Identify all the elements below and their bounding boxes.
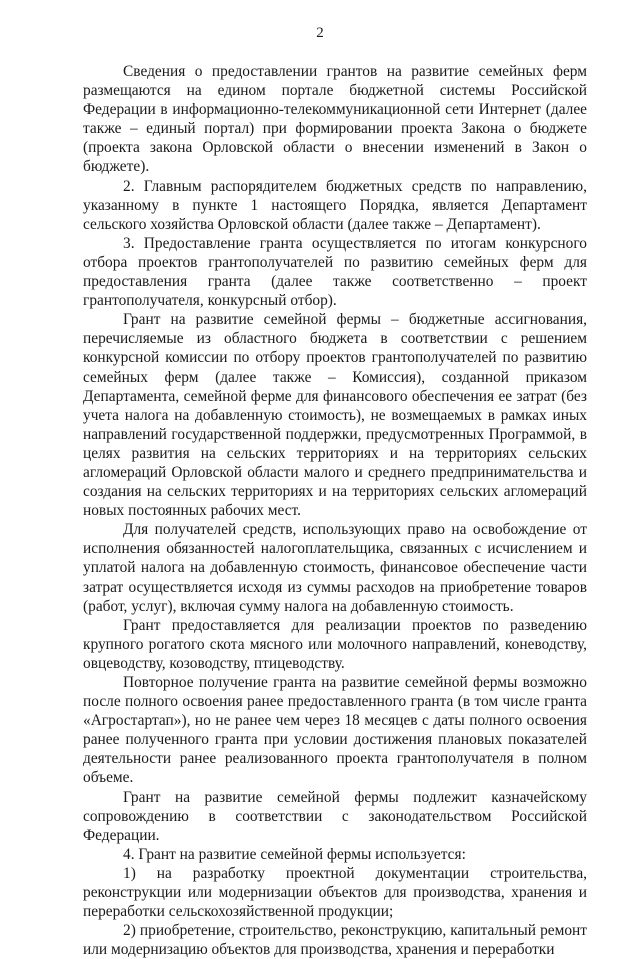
paragraph: Сведения о предоставлении грантов на развитие семейных ферм размещаются на едином портале бюджетной системы Российской Федерации в информационно-телекоммуникационной сети Интернет (далее также – единый портал) при формировании проекта Закона о бюджете (проекта закона Орловской области о внесении изменений в Закон о бюджете). [83, 63, 587, 176]
paragraph: 3. Предоставление гранта осуществляется по итогам конкурсного отбора проектов грантополучателей по развитию семейных ферм для предоставления гранта (далее также соответственно – проект грантополучателя, конкурсный отбор). [83, 234, 587, 310]
paragraph: Грант предоставляется для реализации проектов по разведению крупного рогатого скота мясного или молочного направлений, коневодству, овцеводству, козоводству, птицеводству. [83, 616, 587, 672]
paragraph: Для получателей средств, использующих право на освобождение от исполнения обязанностей налогоплательщика, связанных с исчислением и уплатой налога на добавленную стоимость, финансовое обеспечение части затрат осуществляется исходя из суммы расходов на приобретение товаров (работ, услуг), включая сумму налога на добавленную стоимость. [83, 521, 587, 615]
paragraph: Грант на развитие семейной фермы подлежит казначейскому сопровождению в соответствии с законодательством Российской Федерации. [83, 788, 587, 844]
paragraph: 2. Главным распорядителем бюджетных средств по направлению, указанному в пункте 1 настоящего Порядка, является Департамент сельского хозяйства Орловской области (далее также – Департамент). [83, 177, 587, 233]
paragraph: Повторное получение гранта на развитие семейной фермы возможно после полного освоения ранее предоставленного гранта (в том числе гранта «Агростартап»), но не ранее чем через 18 месяцев с даты полного освоения ранее полученного гранта при условии достижения плановых показателей деятельности ранее реализованного проекта грантополучателя в полном объеме. [83, 674, 587, 787]
document-body [83, 62, 587, 959]
paragraph: 1) на разработку проектной документации строительства, реконструкции или модернизации объектов для производства, хранения и переработки сельскохозяйственной продукции; [83, 864, 587, 921]
page-number: 2 [316, 25, 324, 41]
paragraph: Грант на развитие семейной фермы – бюджетные ассигнования, перечисляемые из областного бюджета в соответствии с решением конкурсной комиссии по отбору проектов грантополучателей по развитию семейных ферм (далее также – Комиссия), созданной приказом Департамента, семейной ферме для финансового обеспечения ее затрат (без учета налога на добавленную стоимость), не возмещаемых в рамках иных направлений государственной поддержки, предусмотренных Программой, в целях развития на сельских территориях и на территориях сельских агломераций Орловской области малого и среднего предпринимательства и создания на сельских территориях и на территориях сельских агломераций новых постоянных рабочих мест. [83, 311, 587, 520]
paragraph: 2) приобретение, строительство, реконструкцию, капитальный ремонт или модернизацию объектов для производства, хранения и переработки [83, 922, 587, 959]
paragraph: 4. Грант на развитие семейной фермы используется: [123, 845, 466, 863]
